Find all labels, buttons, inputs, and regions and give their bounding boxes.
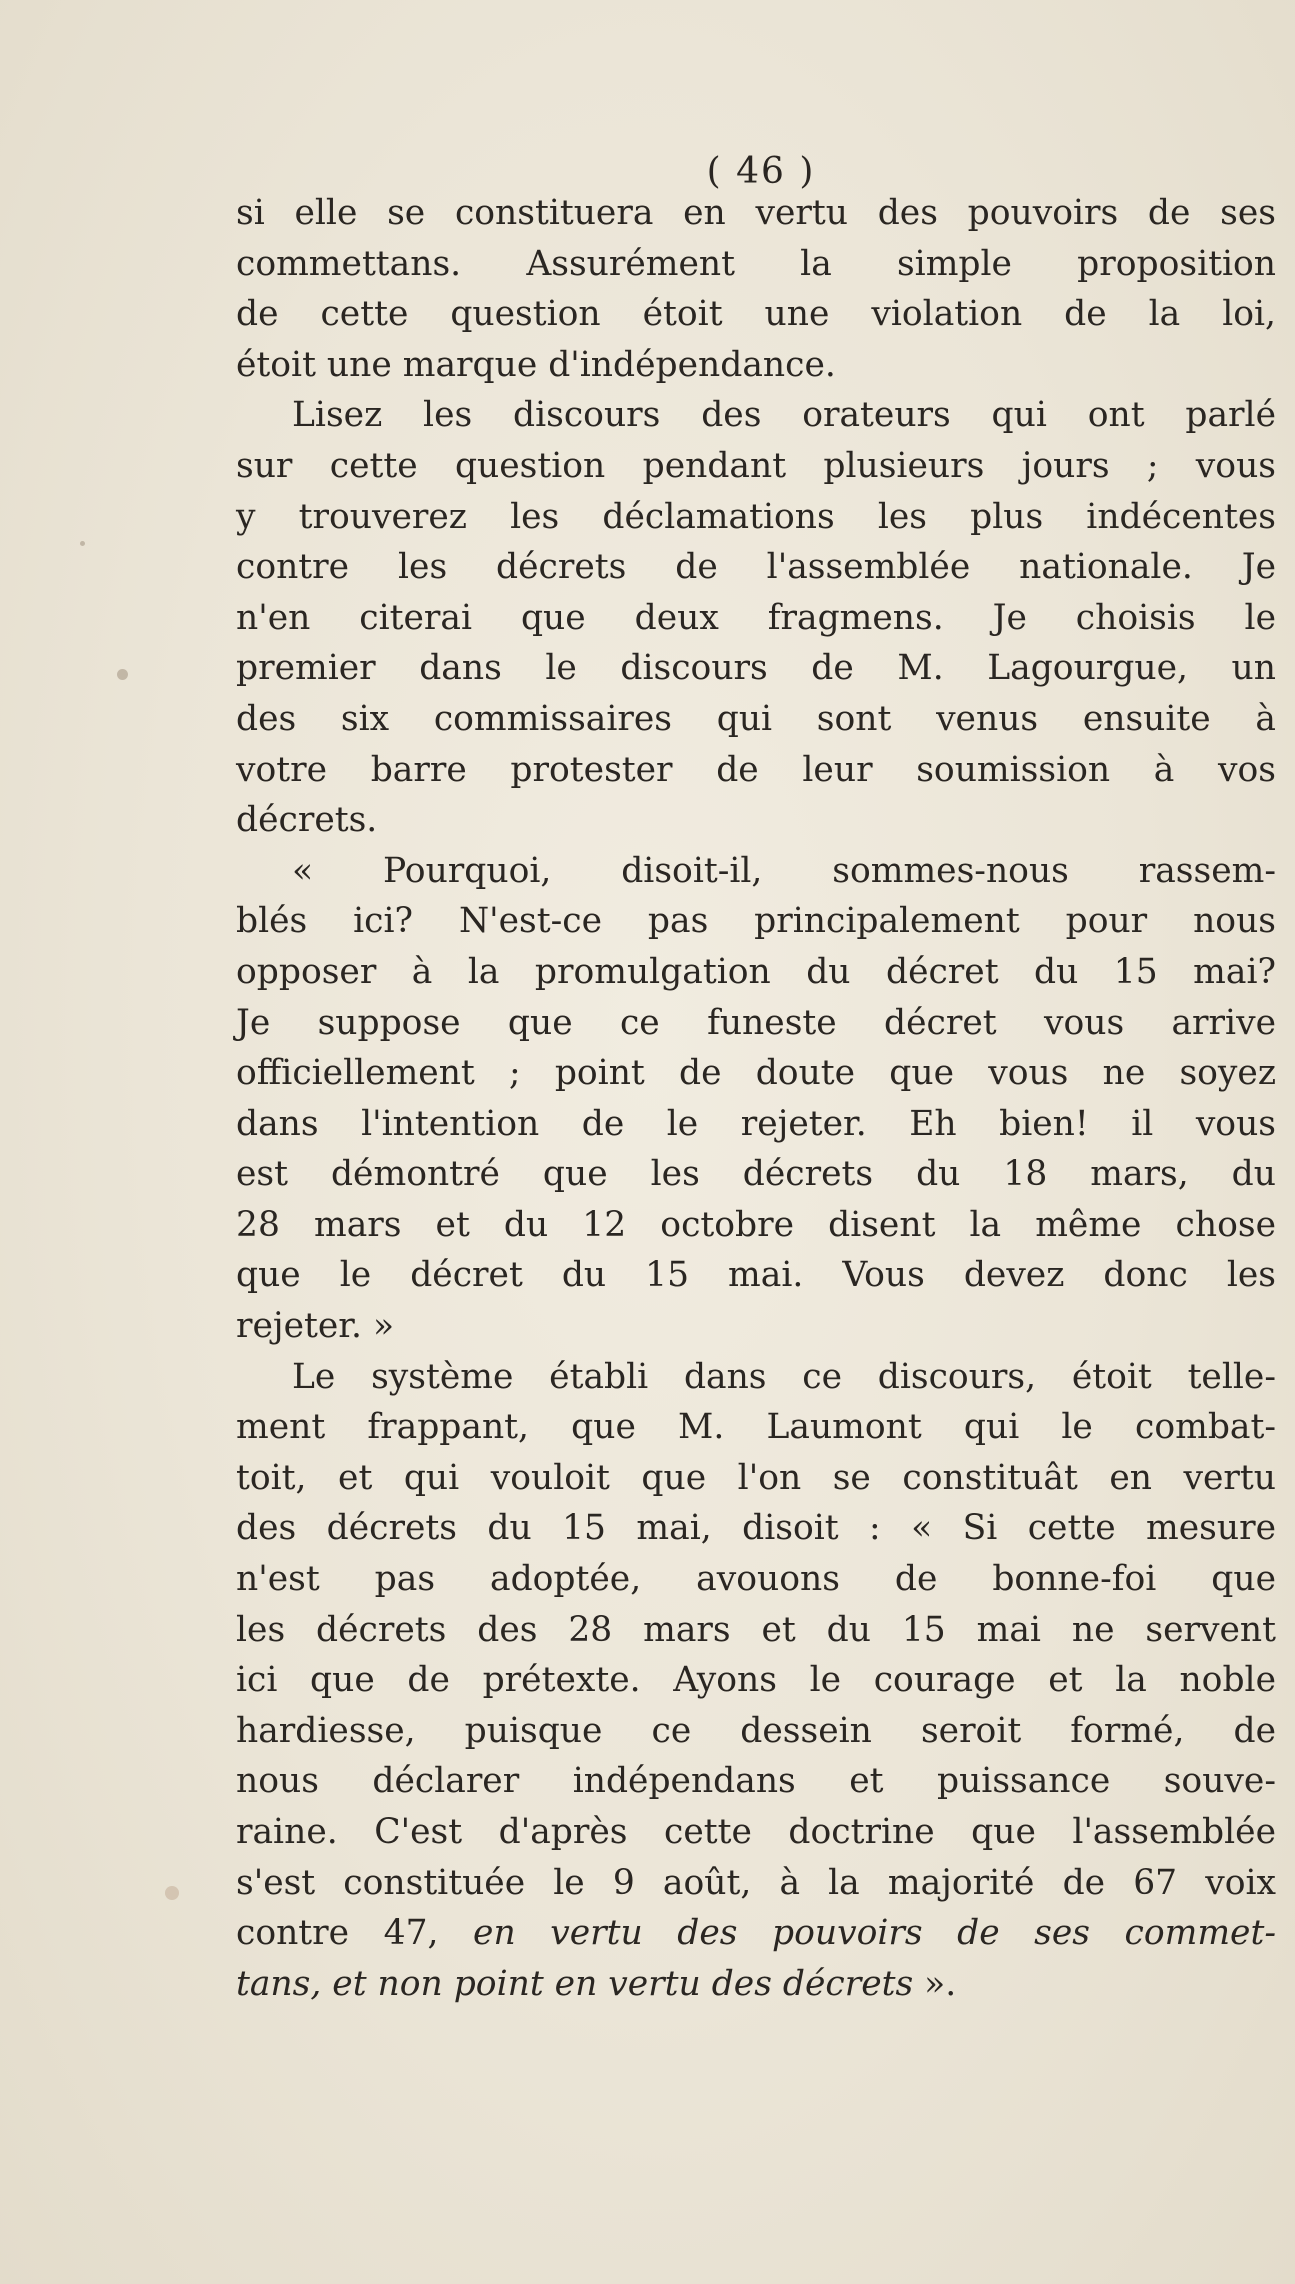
text-line: ment frappant, que M. Laumont qui le combat- <box>236 1407 1276 1448</box>
text-line: opposer à la promulgation du décret du 15 mai? <box>236 951 1276 992</box>
text-line-mixed <box>236 1908 1276 1959</box>
text-line: commettans. Assurément la simple proposition <box>236 243 1276 284</box>
text-line: hardiesse, puisque ce dessein seroit formé, de <box>236 1710 1276 1751</box>
text-line: des décrets du 15 mai, disoit : « Si cette mesure <box>236 1508 1276 1549</box>
text-line: étoit une marque d'indépendance. <box>236 344 836 385</box>
ink-spot <box>117 669 128 680</box>
text-line: nous déclarer indépendans et puissance souve- <box>236 1761 1276 1802</box>
text-line: rejeter. » <box>236 1306 395 1347</box>
text-line: Le système établi dans ce discours, étoit telle- <box>292 1356 1276 1397</box>
text-fragment: contre 47, <box>236 1913 474 1954</box>
page-number: ( 46 ) <box>706 151 816 192</box>
text-line: de cette question étoit une violation de la loi, <box>236 294 1276 335</box>
text-line: y trouverez les déclamations les plus indécentes <box>236 496 1276 537</box>
text-line: Lisez les discours des orateurs qui ont parlé <box>292 395 1276 436</box>
text-line: ici que de prétexte. Ayons le courage et la noble <box>236 1660 1276 1701</box>
text-line: des six commissaires qui sont venus ensuite à <box>236 698 1276 739</box>
text-line: « Pourquoi, disoit-il, sommes-nous rassem- <box>292 850 1276 891</box>
text-line: votre barre protester de leur soumission à vos <box>236 749 1276 790</box>
text-line: est démontré que les décrets du 18 mars, du <box>236 1154 1276 1195</box>
text-line: contre les décrets de l'assemblée nationale. Je <box>236 547 1276 588</box>
text-line: raine. C'est d'après cette doctrine que l'assemblée <box>236 1812 1276 1852</box>
text-line: Je suppose que ce funeste décret vous arrive <box>236 1002 1276 1043</box>
italic-quote-fragment: tans, et non point en vertu des décrets <box>236 1963 914 2004</box>
ink-spot <box>80 541 85 546</box>
text-line: les décrets des 28 mars et du 15 mai ne servent <box>236 1609 1276 1650</box>
text-line: premier dans le discours de M. Lagourgue, un <box>236 648 1276 689</box>
text-line: n'est pas adoptée, avouons de bonne-foi que <box>236 1559 1276 1600</box>
paragraph-1 <box>236 188 1276 390</box>
text-line: que le décret du 15 mai. Vous devez donc les <box>236 1255 1276 1296</box>
text-line: 28 mars et du 12 octobre disent la même chose <box>236 1204 1276 1245</box>
text-line: sur cette question pendant plusieurs jours ; vous <box>236 445 1276 486</box>
text-line: toit, et qui vouloit que l'on se constituât en vertu <box>236 1457 1276 1498</box>
paragraph-2 <box>236 390 1276 845</box>
text-line: décrets. <box>236 800 378 841</box>
text-line: officiellement ; point de doute que vous ne soyez <box>236 1053 1276 1094</box>
text-line: n'en citerai que deux fragmens. Je choisis le <box>236 597 1276 638</box>
text-line-mixed <box>236 1959 1276 2010</box>
text-fragment: ». <box>913 1963 957 2004</box>
text-line: s'est constituée le 9 août, à la majorité de 67 voix <box>236 1862 1276 1903</box>
page-text <box>236 150 1276 2009</box>
italic-quote-fragment: en vertu des pouvoirs de ses commet- <box>473 1913 1276 1954</box>
text-line: si elle se constituera en vertu des pouvoirs de ses <box>236 193 1276 233</box>
text-line: dans l'intention de le rejeter. Eh bien! il vous <box>236 1103 1276 1144</box>
text-line: blés ici? N'est-ce pas principalement pour nous <box>236 901 1276 942</box>
paragraph-4 <box>236 1352 1276 2010</box>
paragraph-3-quote <box>236 846 1276 1352</box>
ink-spot <box>165 1886 179 1900</box>
